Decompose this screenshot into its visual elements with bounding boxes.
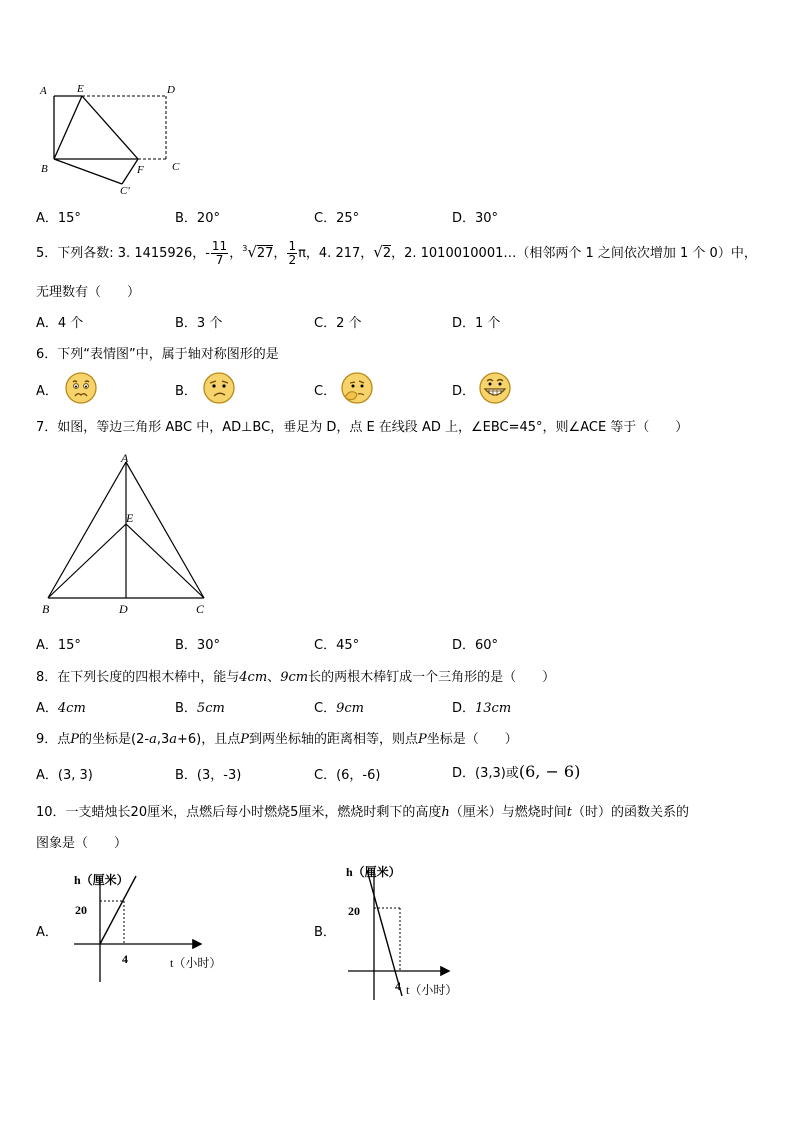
q5-sep2: ， — [273, 246, 287, 261]
q9-option-a[interactable]: A．(3, 3) — [36, 768, 93, 783]
graph-b-y-tick: 20 — [348, 904, 360, 918]
q6-question: 6．下列“表情图”中，属于轴对称图形的是 — [36, 347, 279, 362]
q9-text-e: 到两坐标轴的距离相等，则点 — [249, 732, 419, 747]
q8-option-c-label: C． — [314, 701, 337, 716]
q6-option-c[interactable]: C． — [314, 384, 337, 399]
graph-b-xlabel: t（小时） — [406, 983, 458, 997]
q5-question — [36, 237, 757, 270]
fold-rectangle-figure — [36, 80, 196, 200]
q5-cube-root: $^3$√27 — [242, 243, 274, 261]
q5-frac2-den: 2 — [288, 253, 297, 267]
q10-graph-b[interactable] — [340, 860, 490, 1005]
label-B: B — [42, 602, 50, 616]
label-E: E — [77, 83, 84, 95]
q10-var-t: t — [566, 805, 573, 820]
label-A: A — [121, 451, 129, 465]
q5-fraction-11-7 — [211, 240, 228, 266]
q8-option-d[interactable] — [452, 697, 511, 716]
q10-question-line1 — [36, 801, 689, 820]
q10-value-5: 5 — [290, 805, 299, 820]
q10-text-a: 10．一支蜡烛长 — [36, 805, 131, 820]
q5-line2: 无理数有（ ） — [36, 285, 141, 300]
q9-var-a1: a — [149, 732, 157, 747]
q8-option-a-label: A． — [36, 701, 58, 716]
q9-option-b[interactable]: B．(3，-3) — [175, 768, 242, 783]
q6-option-a[interactable]: A． — [36, 384, 58, 399]
label-C: C — [196, 602, 205, 616]
q10-text-d: （厘米）与燃烧时间 — [449, 805, 567, 820]
q9-question — [36, 728, 518, 747]
q5-cbrt-value: 27 — [256, 246, 274, 261]
q7-question: 7．如图，等边三角形 ABC 中，AD⊥BC，垂足为 D，点 E 在线段 AD 上，∠EBC=45°，则∠ACE 等于（ ） — [36, 420, 689, 435]
q8-option-b-label: B． — [175, 701, 197, 716]
q9-option-d-label: D．(3,3)或 — [452, 766, 519, 781]
q10-graph-a[interactable] — [68, 866, 248, 991]
q8-text-b: 、 — [267, 670, 281, 685]
q5-option-b[interactable]: B．3 个 — [175, 316, 223, 331]
q7-option-c[interactable]: C．45° — [314, 638, 360, 653]
q5-frac2-num: 1 — [288, 239, 297, 254]
q10-option-b[interactable]: B． — [314, 925, 336, 940]
q4-option-a[interactable]: A．15° — [36, 211, 81, 226]
q5-sqrt-value: 2 — [382, 246, 392, 261]
q8-length-2: 9cm — [280, 670, 309, 685]
q8-option-a[interactable] — [36, 697, 86, 716]
label-A: A — [40, 85, 47, 97]
q5-pi-part: π，4. 217， — [298, 246, 374, 261]
q9-option-c[interactable]: C．(6，-6) — [314, 768, 381, 783]
q8-text-c: 长的两根木棒钉成一个三角形的是（ ） — [308, 670, 556, 685]
q5-option-d[interactable]: D．1 个 — [452, 316, 501, 331]
graph-b-x-tick: 4 — [395, 979, 401, 993]
q10-text-b: 厘米，点燃后每小时燃烧 — [147, 805, 291, 820]
q10-option-a[interactable]: A． — [36, 925, 58, 940]
q10-text-e: （时）的函数关系的 — [572, 805, 690, 820]
q7-option-d[interactable]: D．60° — [452, 638, 499, 653]
q9-text-d: +6)，且点 — [177, 732, 241, 747]
thinking-face-icon[interactable] — [340, 371, 374, 405]
q8-length-1: 4cm — [239, 670, 268, 685]
q6-option-b[interactable]: B． — [175, 384, 197, 399]
q5-option-a[interactable]: A．4 个 — [36, 316, 84, 331]
q5-option-c[interactable]: C．2 个 — [314, 316, 362, 331]
q10-value-20: 20 — [130, 805, 148, 820]
q9-var-p2: P — [240, 732, 250, 747]
q8-option-c-value: 9cm — [336, 701, 364, 716]
q10-text-c: 厘米，燃烧时剩下的高度 — [298, 805, 442, 820]
label-D: D — [119, 602, 128, 616]
q9-text-f: 坐标是（ ） — [426, 732, 518, 747]
q5-frac1-den: 7 — [215, 253, 224, 267]
equilateral-triangle-figure — [36, 448, 226, 620]
q8-option-d-value: 13cm — [475, 701, 512, 716]
q10-question-line2: 图象是（ ） — [36, 836, 128, 851]
q8-question — [36, 666, 555, 685]
graph-a-ylabel: h（厘米） — [74, 873, 129, 887]
q8-text-a: 8．在下列长度的四根木棒中，能与 — [36, 670, 240, 685]
q4-option-b[interactable]: B．20° — [175, 211, 220, 226]
q8-option-a-value: 4cm — [57, 701, 86, 716]
q4-option-d[interactable]: D．30° — [452, 211, 499, 226]
q5-prefix: 5．下列各数: 3. 1415926，- — [36, 246, 210, 261]
graph-a-x-tick: 4 — [122, 952, 128, 966]
q9-var-a2: a — [169, 732, 178, 747]
graph-b-ylabel: h（厘米） — [346, 865, 401, 879]
label-C: C — [172, 161, 180, 173]
graph-a-y-tick: 20 — [75, 903, 87, 917]
q5-fraction-1-2 — [287, 240, 297, 266]
label-E: E — [126, 511, 134, 525]
worried-face-icon[interactable] — [64, 371, 98, 405]
q9-var-p: P — [70, 732, 80, 747]
q9-text-b: 的坐标是(2- — [79, 732, 150, 747]
q9-option-d[interactable] — [452, 762, 580, 781]
q9-text-a: 9．点 — [36, 732, 71, 747]
q4-option-c[interactable]: C．25° — [314, 211, 360, 226]
q8-option-c[interactable] — [314, 697, 364, 716]
q8-option-b-value: 5cm — [196, 701, 225, 716]
label-B: B — [41, 163, 48, 175]
frown-face-icon[interactable] — [202, 371, 236, 405]
q8-option-b[interactable] — [175, 697, 225, 716]
q5-suffix: ，2. 1010010001…（相邻两个 1 之间依次增加 1 个 0）中， — [391, 246, 757, 261]
q9-var-p3: P — [418, 732, 427, 747]
q9-text-c: ,3 — [156, 732, 170, 747]
label-C-prime: C′ — [120, 185, 130, 197]
q5-sqrt: √2 — [373, 243, 392, 261]
label-D: D — [167, 84, 175, 96]
q7-option-b[interactable]: B．30° — [175, 638, 220, 653]
graph-a-xlabel: t（小时） — [170, 956, 222, 970]
q10-var-h: h — [441, 805, 450, 820]
q8-option-d-label: D． — [452, 701, 476, 716]
q9-option-d-extra: (6, − 6) — [518, 762, 581, 781]
grin-face-icon[interactable] — [478, 371, 512, 405]
q5-frac1-num: 11 — [211, 239, 228, 254]
q5-sep1: ， — [229, 246, 243, 261]
q7-option-a[interactable]: A．15° — [36, 638, 81, 653]
q6-option-d[interactable]: D． — [452, 384, 476, 399]
label-F: F — [137, 164, 144, 176]
